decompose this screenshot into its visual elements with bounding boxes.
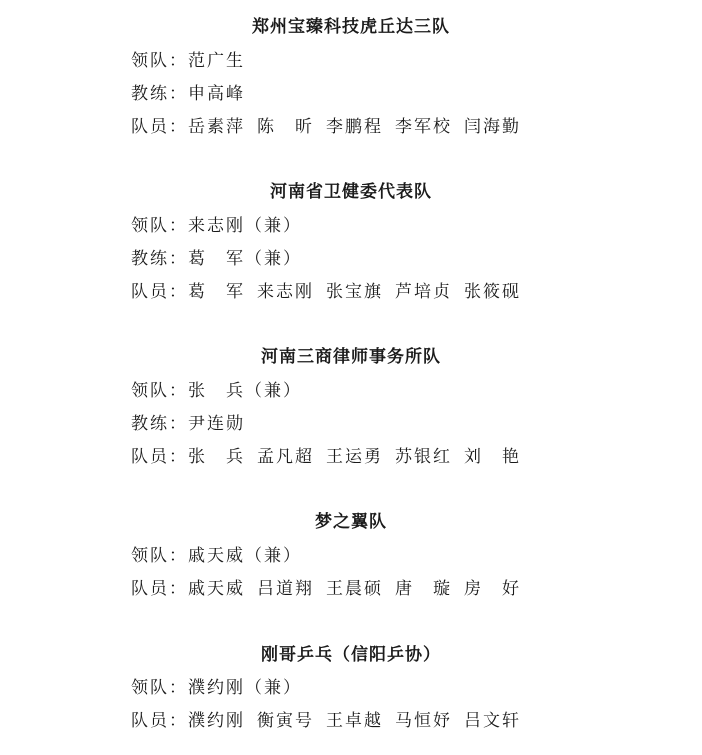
members-label: 队员： bbox=[131, 447, 188, 467]
members-row bbox=[131, 281, 533, 303]
coach-name: 尹连勋 bbox=[188, 414, 245, 434]
members-label: 队员： bbox=[131, 117, 188, 137]
member-name: 戚天威 bbox=[188, 579, 245, 599]
member-name: 李鹏程 bbox=[326, 117, 383, 137]
members-row bbox=[131, 578, 533, 600]
member-name: 陈 昕 bbox=[257, 117, 314, 137]
member-name: 吕文轩 bbox=[464, 711, 521, 731]
member-name: 葛 军 bbox=[188, 282, 245, 302]
members-row bbox=[131, 710, 533, 732]
member-name: 芦培贞 bbox=[395, 282, 452, 302]
members-row bbox=[131, 446, 533, 468]
leader-name: 濮约刚（兼） bbox=[188, 678, 302, 698]
member-name: 孟凡超 bbox=[257, 447, 314, 467]
leader-row bbox=[131, 380, 302, 402]
leader-name: 范广生 bbox=[188, 51, 245, 71]
leader-label: 领队： bbox=[131, 678, 188, 698]
member-name: 吕道翔 bbox=[257, 579, 314, 599]
leader-name: 戚天威（兼） bbox=[188, 546, 302, 566]
member-name: 房 好 bbox=[464, 579, 521, 599]
leader-name: 来志刚（兼） bbox=[188, 216, 302, 236]
coach-row bbox=[131, 83, 245, 105]
member-name: 刘 艳 bbox=[464, 447, 521, 467]
member-name: 苏银红 bbox=[395, 447, 452, 467]
coach-label: 教练： bbox=[131, 249, 188, 269]
team-title: 梦之翼队 bbox=[315, 512, 387, 532]
coach-name: 葛 军（兼） bbox=[188, 249, 302, 269]
team-title: 郑州宝臻科技虎丘达三队 bbox=[252, 17, 450, 37]
members-row bbox=[131, 116, 533, 138]
member-name: 李军校 bbox=[395, 117, 452, 137]
member-name: 张 兵 bbox=[188, 447, 245, 467]
member-name: 王晨硕 bbox=[326, 579, 383, 599]
coach-name: 申高峰 bbox=[188, 84, 245, 104]
leader-label: 领队： bbox=[131, 216, 188, 236]
team-title: 河南省卫健委代表队 bbox=[270, 182, 432, 202]
leader-row bbox=[131, 50, 245, 72]
leader-name: 张 兵（兼） bbox=[188, 381, 302, 401]
member-name: 马恒妤 bbox=[395, 711, 452, 731]
leader-label: 领队： bbox=[131, 546, 188, 566]
coach-row bbox=[131, 248, 302, 270]
leader-row bbox=[131, 215, 302, 237]
member-name: 王卓越 bbox=[326, 711, 383, 731]
member-name: 濮约刚 bbox=[188, 711, 245, 731]
member-name: 来志刚 bbox=[257, 282, 314, 302]
leader-row bbox=[131, 545, 302, 567]
members-label: 队员： bbox=[131, 711, 188, 731]
member-name: 张宝旗 bbox=[326, 282, 383, 302]
leader-label: 领队： bbox=[131, 381, 188, 401]
coach-label: 教练： bbox=[131, 414, 188, 434]
member-name: 闫海勤 bbox=[464, 117, 521, 137]
leader-row bbox=[131, 677, 302, 699]
member-name: 唐 璇 bbox=[395, 579, 452, 599]
member-name: 岳素萍 bbox=[188, 117, 245, 137]
members-label: 队员： bbox=[131, 579, 188, 599]
coach-label: 教练： bbox=[131, 84, 188, 104]
member-name: 衡寅号 bbox=[257, 711, 314, 731]
member-name: 王运勇 bbox=[326, 447, 383, 467]
team-title: 河南三商律师事务所队 bbox=[261, 347, 441, 367]
member-name: 张筱砚 bbox=[464, 282, 521, 302]
members-label: 队员： bbox=[131, 282, 188, 302]
coach-row bbox=[131, 413, 245, 435]
leader-label: 领队： bbox=[131, 51, 188, 71]
team-title: 刚哥乒乓（信阳乒协） bbox=[261, 645, 441, 665]
